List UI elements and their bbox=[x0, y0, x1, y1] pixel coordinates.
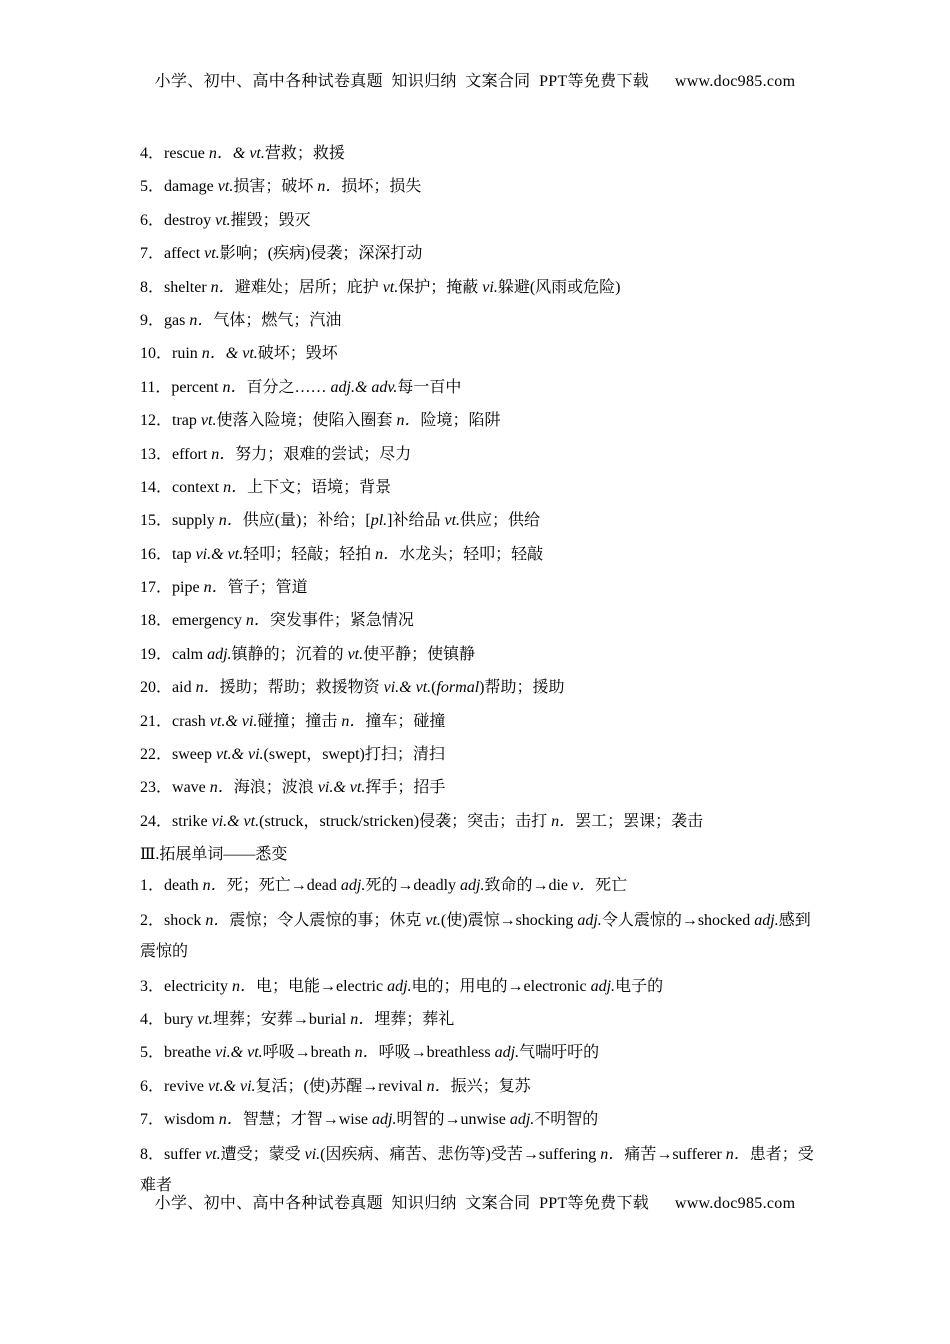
part-of-speech: n． bbox=[203, 579, 228, 597]
part-of-speech: n． bbox=[551, 812, 576, 830]
translation: 使平静；使镇静 bbox=[363, 645, 476, 663]
entry-number: 3． bbox=[140, 977, 165, 995]
entry-number: 1． bbox=[140, 877, 165, 895]
part-of-speech: n． bbox=[218, 512, 243, 530]
part-of-speech: vt. bbox=[205, 1145, 221, 1163]
entry-word: revive bbox=[164, 1077, 208, 1095]
part-of-speech: vi.& vt. bbox=[383, 679, 432, 697]
translation: 海浪；波浪 bbox=[233, 779, 318, 797]
extended-entry bbox=[140, 976, 815, 998]
part-of-speech: v． bbox=[572, 877, 596, 895]
part-of-speech: formal bbox=[436, 679, 480, 697]
entry-number: 8． bbox=[140, 1145, 165, 1163]
translation: (swept，swept)打扫；清扫 bbox=[263, 746, 445, 764]
entry-word: shelter bbox=[164, 278, 211, 296]
vocab-entry bbox=[140, 577, 815, 599]
entry-number: 7． bbox=[140, 1111, 165, 1129]
translation: 水龙头；轻叩；轻敲 bbox=[399, 545, 544, 563]
entry-word: shock bbox=[164, 911, 206, 929]
part-of-speech: n． bbox=[350, 1010, 375, 1028]
translation: 镇静的；沉着的 bbox=[231, 645, 348, 663]
translation: 供应(量)；补给；[ bbox=[242, 512, 371, 530]
translation: 突发事件；紧急情况 bbox=[269, 612, 414, 630]
part-of-speech: vt. bbox=[425, 911, 441, 929]
part-of-speech: adj. bbox=[387, 977, 412, 995]
vocab-entry bbox=[140, 510, 815, 532]
translation: ]补给品 bbox=[387, 512, 445, 530]
entry-word: damage bbox=[164, 178, 218, 196]
translation: 呼吸→breath bbox=[262, 1044, 355, 1062]
part-of-speech: n． bbox=[600, 1145, 625, 1163]
part-of-speech: vt. bbox=[382, 278, 399, 296]
entry-word: gas bbox=[164, 311, 190, 329]
translation: )帮助；援助 bbox=[479, 679, 565, 697]
translation: 撞车；碰撞 bbox=[365, 712, 446, 730]
part-of-speech: vi.& vt. bbox=[211, 812, 260, 830]
part-of-speech: n． bbox=[231, 977, 256, 995]
translation: 死的→deadly bbox=[365, 877, 461, 895]
entry-word: pipe bbox=[172, 579, 204, 597]
translation: 碰撞；撞击 bbox=[257, 712, 342, 730]
page-footer: 小学、初中、高中各种试卷真题 知识归纳 文案合同 PPT等免费下载 www.doc985.com bbox=[154, 1195, 796, 1212]
part-of-speech: vt.& vi. bbox=[216, 746, 264, 764]
part-of-speech: n． bbox=[317, 178, 342, 196]
part-of-speech: adj. bbox=[207, 645, 232, 663]
translation: 埋葬；安葬→burial bbox=[212, 1010, 351, 1028]
translation: 呼吸→breathless bbox=[378, 1044, 495, 1062]
translation: 感到震惊的 bbox=[140, 911, 811, 960]
part-of-speech: n． bbox=[189, 311, 214, 329]
vocab-entry bbox=[140, 677, 815, 699]
vocab-entry bbox=[140, 811, 815, 833]
part-of-speech: adj. bbox=[340, 877, 366, 895]
translation: 保护；掩蔽 bbox=[398, 278, 483, 296]
vocab-entry bbox=[140, 711, 815, 733]
translation: 智慧；才智→wise bbox=[242, 1111, 373, 1129]
part-of-speech: n． bbox=[210, 278, 235, 296]
part-of-speech: n． bbox=[223, 478, 248, 496]
part-of-speech: vi.& vt. bbox=[317, 779, 366, 797]
entry-word: wave bbox=[172, 779, 210, 797]
vocab-entry bbox=[140, 444, 815, 466]
translation: (因疾病、痛苦、悲伤等)受苦→suffering bbox=[320, 1145, 601, 1163]
entry-word: supply bbox=[172, 512, 219, 530]
part-of-speech: vt. bbox=[347, 645, 364, 663]
vocab-entry bbox=[140, 176, 815, 198]
part-of-speech: n． bbox=[396, 412, 421, 430]
part-of-speech: n． bbox=[354, 1044, 379, 1062]
part-of-speech: vt.& vi. bbox=[209, 712, 258, 730]
part-of-speech: n． bbox=[205, 911, 230, 929]
translation: 损坏；损失 bbox=[341, 178, 422, 196]
vocab-entry bbox=[140, 644, 815, 666]
vocab-list bbox=[140, 143, 815, 833]
part-of-speech: n． bbox=[195, 679, 220, 697]
entry-number: 24． bbox=[140, 812, 173, 830]
part-of-speech: vt. bbox=[200, 412, 217, 430]
part-of-speech: n．& vt. bbox=[208, 145, 265, 162]
part-of-speech: adj. bbox=[590, 977, 616, 995]
part-of-speech: adj. bbox=[577, 911, 602, 929]
entry-number: 5． bbox=[140, 1044, 165, 1062]
entry-word: aid bbox=[172, 679, 196, 697]
vocab-entry bbox=[140, 277, 815, 299]
extended-entry bbox=[140, 905, 815, 967]
page-header: 小学、初中、高中各种试卷真题 知识归纳 文案合同 PPT等免费下载 www.doc985.com bbox=[154, 73, 796, 90]
translation: 轻叩；轻敲；轻拍 bbox=[243, 545, 376, 563]
entry-word: ruin bbox=[172, 345, 202, 363]
part-of-speech: n．& vt. bbox=[201, 345, 258, 363]
vocab-entry bbox=[140, 343, 815, 365]
entry-number: 20． bbox=[140, 679, 173, 697]
section-title: Ⅲ.拓展单词——悉变 bbox=[140, 846, 288, 864]
entry-word: trap bbox=[172, 412, 201, 430]
entry-number: 12． bbox=[140, 412, 173, 430]
vocab-entry bbox=[140, 477, 815, 499]
translation: 死；死亡→dead bbox=[226, 877, 341, 895]
part-of-speech: vi. bbox=[482, 278, 498, 296]
extended-entry bbox=[140, 1109, 815, 1131]
part-of-speech: n． bbox=[375, 545, 400, 563]
entry-word: strike bbox=[172, 812, 212, 830]
vocab-entry bbox=[140, 744, 815, 766]
entry-number: 4． bbox=[140, 1010, 165, 1028]
translation: 气喘吁吁的 bbox=[519, 1044, 600, 1062]
translation: 躲避(风雨或危险) bbox=[497, 278, 621, 296]
translation: 使落入险境；使陷入圈套 bbox=[216, 412, 397, 430]
entry-word: sweep bbox=[172, 746, 216, 764]
translation: 险境；陷阱 bbox=[420, 412, 501, 430]
translation: 上下文；语境；背景 bbox=[247, 478, 392, 496]
translation: 死亡 bbox=[595, 877, 628, 895]
translation: 挥手；招手 bbox=[365, 779, 446, 797]
extended-entry bbox=[140, 1009, 815, 1031]
part-of-speech: vt. bbox=[217, 178, 234, 196]
extended-list bbox=[140, 875, 815, 1200]
translation: 埋葬；葬礼 bbox=[374, 1010, 455, 1028]
vocab-entry bbox=[140, 243, 815, 265]
entry-number: 10． bbox=[140, 345, 173, 363]
entry-word: suffer bbox=[164, 1145, 206, 1163]
translation: 百分之…… bbox=[246, 378, 331, 396]
part-of-speech: n． bbox=[341, 712, 366, 730]
entry-word: breathe bbox=[164, 1044, 216, 1062]
vocab-entry bbox=[140, 544, 815, 566]
part-of-speech: n． bbox=[222, 378, 247, 396]
part-of-speech: n． bbox=[426, 1077, 451, 1095]
vocab-entry bbox=[140, 210, 815, 232]
part-of-speech: vt. bbox=[197, 1010, 213, 1028]
part-of-speech: n． bbox=[218, 1111, 243, 1129]
entry-number: 6． bbox=[140, 211, 165, 229]
translation: 振兴；复苏 bbox=[450, 1077, 531, 1095]
part-of-speech: adj. bbox=[509, 1111, 535, 1129]
entry-number: 14． bbox=[140, 478, 173, 496]
entry-word: electricity bbox=[164, 977, 232, 995]
entry-word: wisdom bbox=[164, 1111, 219, 1129]
entry-number: 2． bbox=[140, 911, 165, 929]
entry-number: 16． bbox=[140, 545, 173, 563]
part-of-speech: n． bbox=[211, 445, 236, 463]
entry-number: 4． bbox=[140, 145, 165, 162]
part-of-speech: pl. bbox=[370, 512, 388, 530]
entry-word: rescue bbox=[164, 145, 209, 162]
translation: 复活；(使)苏醒→revival bbox=[255, 1077, 427, 1095]
entry-number: 15． bbox=[140, 512, 173, 530]
entry-number: 17． bbox=[140, 579, 173, 597]
part-of-speech: vi.& vt. bbox=[215, 1044, 263, 1062]
entry-number: 18． bbox=[140, 612, 173, 630]
translation: 影响；(疾病)侵袭；深深打动 bbox=[219, 245, 423, 263]
entry-number: 6． bbox=[140, 1077, 165, 1095]
translation: 管子；管道 bbox=[227, 579, 308, 597]
translation: 供应；供给 bbox=[460, 512, 541, 530]
translation: 痛苦→sufferer bbox=[624, 1145, 726, 1163]
translation: 每一百中 bbox=[397, 378, 462, 396]
entry-word: crash bbox=[172, 712, 210, 730]
entry-word: affect bbox=[164, 245, 205, 263]
translation: 不明智的 bbox=[534, 1111, 599, 1129]
part-of-speech: vt. bbox=[204, 245, 220, 263]
translation: 电子的 bbox=[615, 977, 664, 995]
vocab-entry bbox=[140, 310, 815, 332]
translation: 患者；受难者 bbox=[140, 1145, 814, 1194]
translation: (使)震惊→shocking bbox=[440, 911, 578, 929]
translation: 营救；救援 bbox=[264, 145, 345, 162]
entry-number: 5． bbox=[140, 178, 165, 196]
vocab-entry bbox=[140, 410, 815, 432]
translation: 罢工；罢课；袭击 bbox=[575, 812, 704, 830]
entry-word: percent bbox=[171, 378, 223, 396]
entry-word: destroy bbox=[164, 211, 216, 229]
entry-number: 21． bbox=[140, 712, 173, 730]
translation: 震惊；令人震惊的事；休克 bbox=[229, 911, 426, 929]
part-of-speech: n． bbox=[202, 877, 227, 895]
translation: ( bbox=[431, 679, 437, 697]
translation: 明智的→unwise bbox=[396, 1111, 510, 1129]
entry-word: calm bbox=[172, 645, 208, 663]
translation: 致命的→die bbox=[484, 877, 573, 895]
entry-number: 11． bbox=[140, 378, 172, 396]
translation: 摧毁；毁灭 bbox=[230, 211, 311, 229]
entry-word: emergency bbox=[172, 612, 246, 630]
entry-number: 22． bbox=[140, 746, 173, 764]
extended-entry bbox=[140, 875, 815, 897]
document-body bbox=[140, 143, 815, 1210]
translation: 电；电能→electric bbox=[256, 977, 388, 995]
vocab-entry bbox=[140, 610, 815, 632]
entry-word: tap bbox=[172, 545, 196, 563]
part-of-speech: vi.& vt. bbox=[195, 545, 244, 563]
translation: 令人震惊的→shocked bbox=[601, 911, 755, 929]
entry-number: 8． bbox=[140, 278, 165, 296]
part-of-speech: n． bbox=[725, 1145, 750, 1163]
translation: 努力；艰难的尝试；尽力 bbox=[235, 445, 412, 463]
vocab-entry bbox=[140, 377, 815, 399]
translation: 损害；破坏 bbox=[233, 178, 318, 196]
part-of-speech: n． bbox=[245, 612, 270, 630]
translation: 破坏；毁坏 bbox=[257, 345, 338, 363]
translation: 援助；帮助；救援物资 bbox=[219, 679, 384, 697]
part-of-speech: vi. bbox=[304, 1145, 321, 1163]
part-of-speech: adj.& adv. bbox=[330, 378, 398, 396]
part-of-speech: adj. bbox=[372, 1111, 397, 1129]
translation: 遭受；蒙受 bbox=[220, 1145, 305, 1163]
part-of-speech: n． bbox=[209, 779, 234, 797]
entry-word: effort bbox=[172, 445, 212, 463]
entry-word: bury bbox=[164, 1010, 198, 1028]
entry-number: 19． bbox=[140, 645, 173, 663]
entry-number: 7． bbox=[140, 245, 165, 263]
part-of-speech: adj. bbox=[754, 911, 779, 929]
vocab-entry bbox=[140, 143, 815, 165]
vocab-entry bbox=[140, 777, 815, 799]
part-of-speech: vt.& vi. bbox=[208, 1077, 256, 1095]
entry-word: death bbox=[164, 877, 203, 895]
part-of-speech: adj. bbox=[460, 877, 485, 895]
translation: 避难处；居所；庇护 bbox=[234, 278, 383, 296]
part-of-speech: vt. bbox=[444, 512, 461, 530]
translation: 气体；燃气；汽油 bbox=[213, 311, 342, 329]
entry-number: 13． bbox=[140, 445, 173, 463]
translation: (struck，struck/stricken)侵袭；突击；击打 bbox=[259, 812, 552, 830]
entry-number: 9． bbox=[140, 311, 165, 329]
entry-number: 23． bbox=[140, 779, 173, 797]
part-of-speech: adj. bbox=[494, 1044, 520, 1062]
translation: 电的；用电的→electronic bbox=[411, 977, 591, 995]
part-of-speech: vt. bbox=[215, 211, 231, 229]
extended-entry bbox=[140, 1076, 815, 1098]
entry-word: context bbox=[172, 478, 224, 496]
extended-entry bbox=[140, 1042, 815, 1064]
